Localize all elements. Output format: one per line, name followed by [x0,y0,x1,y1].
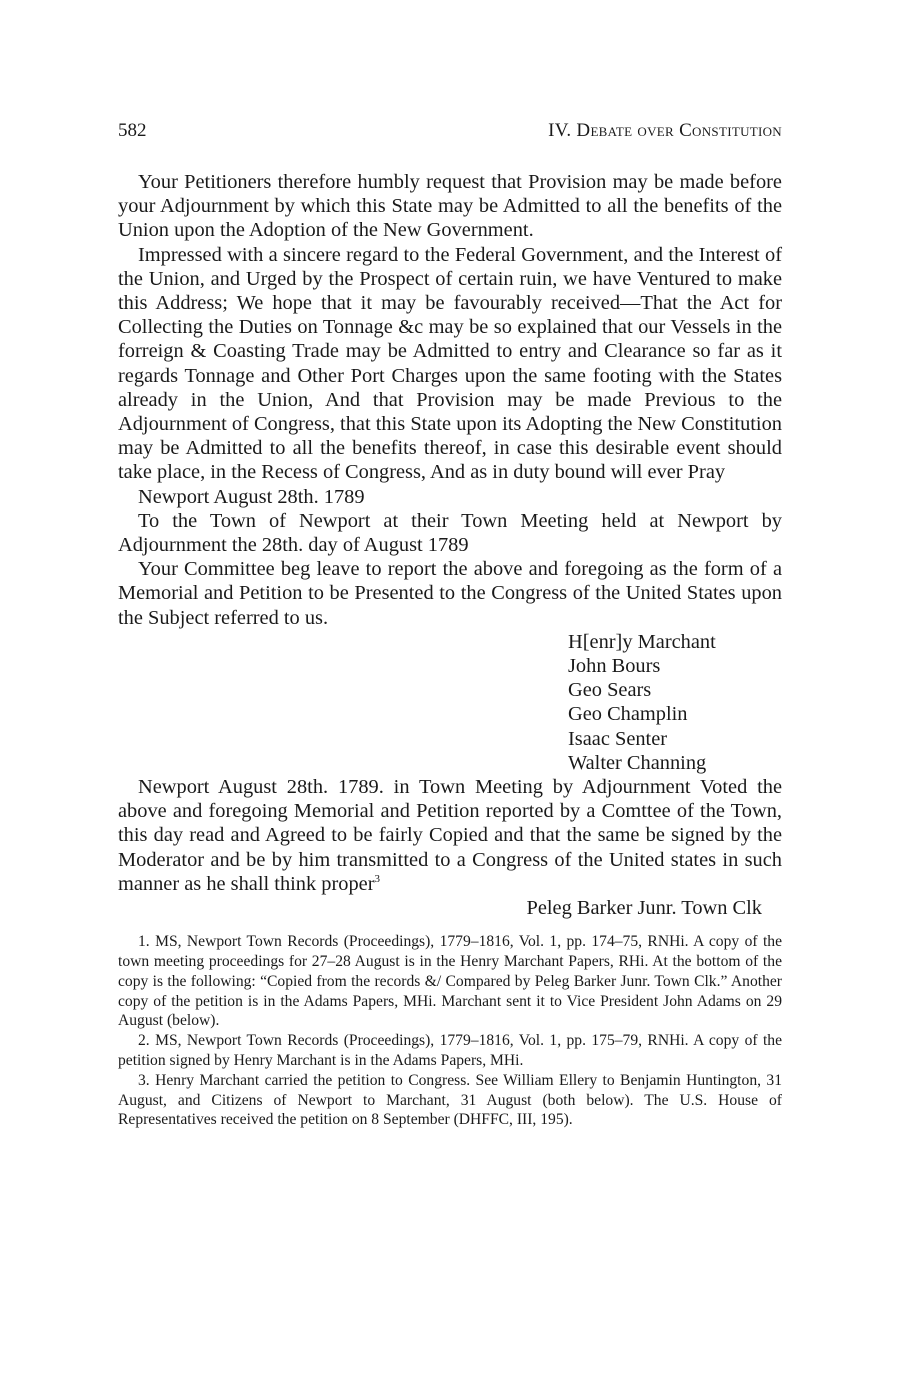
signature-name: Isaac Senter [568,727,668,750]
footnote: 3. Henry Marchant carried the petition to Congress. See William Ellery to Benjamin Huntington, 31 August, and Citizens of Newport to Marchant, 31 August (both below). The U.S. House of Representatives received the petition on 8 September (DHFFC, III, 195). [118,1071,782,1129]
vote-text: Newport August 28th. 1789. in Town Meeting by Adjournment Voted the above and foregoing Memorial and Petition reported by a Comttee of the Town, this day read and Agreed to be fairly Copied and that the same be signed by the Moderator and be by him transmitted to a Congress of the United states in such manner as he shall think proper [118,776,782,895]
footnote: 2. MS, Newport Town Records (Proceedings), 1779–1816, Vol. 1, pp. 175–79, RNHi. A copy of the petition signed by Henry Marchant is in the Adams Papers, MHi. [118,1032,782,1070]
footnote-reference: 3 [374,873,381,886]
footnotes [118,932,782,1130]
signature-name: H[enr]y Marchant [568,630,716,653]
signature-name: John Bours [568,655,661,678]
town-clerk-signature: Peleg Barker Junr. Town Clk [526,897,762,920]
committee-address-line: To the Town of Newport at their Town Meeting held at Newport by Adjournment the 28th. day of August 1789 [118,509,782,557]
petition-address-paragraph: Impressed with a sincere regard to the Federal Government, and the Interest of the Union, and Urged by the Prospect of certain ruin, we have Ventured to make this Address; We hope that it may be favourably received—That the Act for Collecting the Duties on Tonnage &c may be so explained that our Vessels in the forreign & Coasting Trade may be Admitted to entry and Clearance so far as it regards Tonnage and Other Port Charges upon the same footing with the States already in the Union, And that Provision may be made Previous to the Adjournment of Congress, that this State upon its Adopting the New Constitution may be Admitted to all the benefits thereof, in case this desirable event should take place, in the Recess of Congress, And as in duty bound will ever Pray [118,243,782,484]
running-head [118,120,782,150]
page-number: 582 [118,120,147,141]
committee-signatures [568,630,782,775]
committee-report-paragraph: Your Committee beg leave to report the above and foregoing as the form of a Memorial and Petition to be Presented to the Congress of the United States upon the Subject referred to us. [118,558,782,629]
document-page [118,120,782,1130]
running-title: IV. Debate over Constitution [548,120,782,141]
petition-request-paragraph: Your Petitioners therefore humbly request that Provision may be made before your Adjournment by which this State may be Admitted to all the benefits of the Union upon the Adoption of the New Government. [118,171,782,242]
town-meeting-vote-paragraph [118,775,782,896]
signature-name: Geo Sears [568,679,652,702]
footnote: 1. MS, Newport Town Records (Proceedings), 1779–1816, Vol. 1, pp. 174–75, RNHi. A copy of the town meeting proceedings for 27–28 August is in the Henry Marchant Papers, RHi. At the bottom of the copy is the following: “Copied from the records &/ Compared by Peleg Barker Junr. Town Clk.” Another copy of the petition is in the Adams Papers, MHi. Marchant sent it to Vice President John Adams on 29 August (below). [118,933,782,1030]
signature-name: Geo Champlin [568,703,688,726]
signature-name: Walter Channing [568,751,707,774]
main-text [118,170,782,920]
petition-dateline: Newport August 28th. 1789 [138,485,365,508]
